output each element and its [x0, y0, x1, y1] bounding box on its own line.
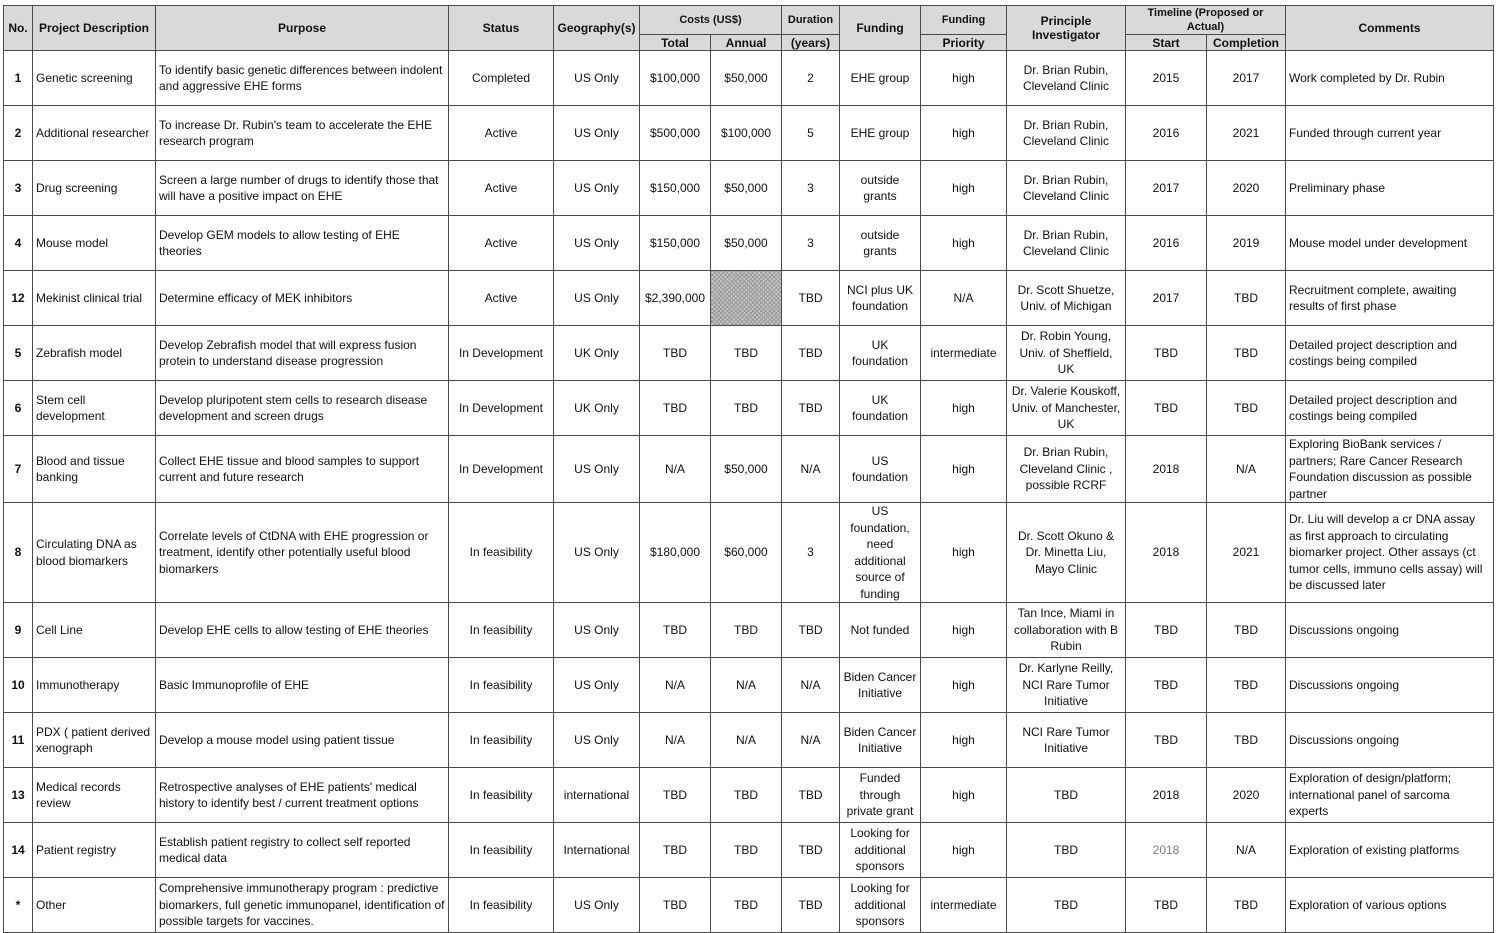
cell-annual-cost: TBD: [711, 381, 782, 436]
cell-purpose: Retrospective analyses of EHE patients' medical history to identify best / current treatment options: [156, 768, 449, 823]
cell-status: In feasibility: [449, 503, 554, 603]
cell-comments: Preliminary phase: [1286, 161, 1494, 216]
cell-project-description: Cell Line: [33, 603, 156, 658]
cell-geography: US Only: [554, 161, 640, 216]
cell-principle-investigator: Dr. Scott Shuetze, Univ. of Michigan: [1007, 271, 1126, 326]
cell-purpose: Establish patient registry to collect self reported medical data: [156, 823, 449, 878]
cell-purpose: Develop a mouse model using patient tissue: [156, 713, 449, 768]
cell-funding: UK foundation: [840, 326, 921, 381]
cell-comments: Exploration of existing platforms: [1286, 823, 1494, 878]
cell-funding: NCI plus UK foundation: [840, 271, 921, 326]
cell-completion: 2020: [1207, 161, 1286, 216]
cell-principle-investigator: Dr. Brian Rubin, Cleveland Clinic: [1007, 216, 1126, 271]
cell-annual-cost: N/A: [711, 713, 782, 768]
spreadsheet: [3, 5, 1494, 933]
cell-start: 2018: [1126, 436, 1207, 503]
cell-duration: TBD: [782, 878, 840, 933]
table-row: [4, 106, 1494, 161]
cell-funding-priority: high: [921, 503, 1007, 603]
cell-comments: Work completed by Dr. Rubin: [1286, 51, 1494, 106]
cell-funding-priority: high: [921, 603, 1007, 658]
cell-total-cost: $2,390,000: [640, 271, 711, 326]
cell-duration: TBD: [782, 823, 840, 878]
table-row: [4, 713, 1494, 768]
cell-purpose: Screen a large number of drugs to identify those that will have a positive impact on EHE: [156, 161, 449, 216]
cell-no: 8: [4, 503, 33, 603]
cell-duration: N/A: [782, 658, 840, 713]
cell-funding-priority: high: [921, 436, 1007, 503]
header-geography: Geography(s): [554, 6, 640, 51]
cell-annual-cost: $50,000: [711, 436, 782, 503]
cell-completion: TBD: [1207, 658, 1286, 713]
cell-status: In Development: [449, 381, 554, 436]
cell-funding: Looking for additional sponsors: [840, 823, 921, 878]
cell-start: TBD: [1126, 878, 1207, 933]
cell-geography: US Only: [554, 106, 640, 161]
cell-geography: International: [554, 823, 640, 878]
cell-status: In Development: [449, 326, 554, 381]
table-row: [4, 51, 1494, 106]
cell-start: 2017: [1126, 161, 1207, 216]
cell-annual-cost: TBD: [711, 603, 782, 658]
table-row: [4, 768, 1494, 823]
header-no: No.: [4, 6, 33, 51]
cell-principle-investigator: Dr. Brian Rubin, Cleveland Clinic , possible RCRF: [1007, 436, 1126, 503]
cell-total-cost: TBD: [640, 823, 711, 878]
cell-no: 6: [4, 381, 33, 436]
cell-funding: EHE group: [840, 51, 921, 106]
cell-comments: Exploring BioBank services / partners; Rare Cancer Research Foundation discussion as possible partner: [1286, 436, 1494, 503]
cell-status: In feasibility: [449, 823, 554, 878]
cell-funding: UK foundation: [840, 381, 921, 436]
cell-funding-priority: high: [921, 161, 1007, 216]
header-duration-bottom: (years): [782, 35, 840, 51]
table-row: [4, 603, 1494, 658]
cell-comments: Exploration of design/platform; international panel of sarcoma experts: [1286, 768, 1494, 823]
cell-purpose: Basic Immunoprofile of EHE: [156, 658, 449, 713]
table-row: [4, 658, 1494, 713]
header-timeline: Timeline (Proposed or Actual): [1126, 6, 1286, 35]
cell-geography: international: [554, 768, 640, 823]
cell-no: 2: [4, 106, 33, 161]
cell-completion: 2020: [1207, 768, 1286, 823]
cell-comments: Mouse model under development: [1286, 216, 1494, 271]
cell-duration: N/A: [782, 713, 840, 768]
cell-status: Active: [449, 106, 554, 161]
cell-project-description: Mekinist clinical trial: [33, 271, 156, 326]
header-costs: Costs (US$): [640, 6, 782, 35]
cell-no: 4: [4, 216, 33, 271]
cell-duration: 3: [782, 161, 840, 216]
cell-annual-cost: N/A: [711, 658, 782, 713]
cell-status: In Development: [449, 436, 554, 503]
cell-annual-cost: TBD: [711, 768, 782, 823]
cell-duration: 3: [782, 216, 840, 271]
cell-project-description: Circulating DNA as blood biomarkers: [33, 503, 156, 603]
cell-principle-investigator: TBD: [1007, 878, 1126, 933]
header-project-description: Project Description: [33, 6, 156, 51]
table-row: [4, 271, 1494, 326]
cell-completion: TBD: [1207, 878, 1286, 933]
cell-start: 2017: [1126, 271, 1207, 326]
project-table: [3, 5, 1494, 933]
cell-project-description: Drug screening: [33, 161, 156, 216]
cell-completion: TBD: [1207, 381, 1286, 436]
cell-funding: Looking for additional sponsors: [840, 878, 921, 933]
cell-total-cost: $100,000: [640, 51, 711, 106]
table-row: [4, 161, 1494, 216]
cell-project-description: Zebrafish model: [33, 326, 156, 381]
cell-total-cost: N/A: [640, 436, 711, 503]
cell-annual-cost: TBD: [711, 878, 782, 933]
header-annual: Annual: [711, 35, 782, 51]
cell-purpose: Develop GEM models to allow testing of EHE theories: [156, 216, 449, 271]
cell-completion: N/A: [1207, 823, 1286, 878]
cell-duration: TBD: [782, 271, 840, 326]
cell-funding: Biden Cancer Initiative: [840, 658, 921, 713]
cell-duration: TBD: [782, 768, 840, 823]
cell-duration: 3: [782, 503, 840, 603]
cell-principle-investigator: Dr. Brian Rubin, Cleveland Clinic: [1007, 161, 1126, 216]
cell-geography: US Only: [554, 51, 640, 106]
cell-duration: TBD: [782, 603, 840, 658]
cell-project-description: PDX ( patient derived xenograph: [33, 713, 156, 768]
cell-project-description: Immunotherapy: [33, 658, 156, 713]
cell-total-cost: TBD: [640, 381, 711, 436]
cell-comments: Detailed project description and costings being compiled: [1286, 326, 1494, 381]
header-status: Status: [449, 6, 554, 51]
cell-duration: TBD: [782, 381, 840, 436]
cell-comments: Discussions ongoing: [1286, 603, 1494, 658]
cell-geography: US Only: [554, 436, 640, 503]
cell-total-cost: N/A: [640, 713, 711, 768]
cell-purpose: To increase Dr. Rubin's team to accelerate the EHE research program: [156, 106, 449, 161]
cell-status: Completed: [449, 51, 554, 106]
cell-annual-cost: TBD: [711, 823, 782, 878]
cell-annual-cost: $100,000: [711, 106, 782, 161]
cell-purpose: Determine efficacy of MEK inhibitors: [156, 271, 449, 326]
cell-duration: N/A: [782, 436, 840, 503]
cell-start: 2018: [1126, 503, 1207, 603]
cell-comments: Detailed project description and costings being compiled: [1286, 381, 1494, 436]
cell-funding-priority: high: [921, 658, 1007, 713]
cell-total-cost: $150,000: [640, 161, 711, 216]
cell-status: Active: [449, 216, 554, 271]
cell-annual-cost: $50,000: [711, 216, 782, 271]
header-purpose: Purpose: [156, 6, 449, 51]
cell-total-cost: TBD: [640, 768, 711, 823]
cell-funding: EHE group: [840, 106, 921, 161]
cell-comments: Discussions ongoing: [1286, 658, 1494, 713]
cell-annual-cost: [711, 271, 782, 326]
cell-total-cost: $500,000: [640, 106, 711, 161]
cell-funding: US foundation: [840, 436, 921, 503]
cell-no: 7: [4, 436, 33, 503]
cell-funding: outside grants: [840, 161, 921, 216]
cell-status: Active: [449, 161, 554, 216]
cell-no: 14: [4, 823, 33, 878]
cell-funding-priority: high: [921, 823, 1007, 878]
cell-start: 2015: [1126, 51, 1207, 106]
cell-principle-investigator: TBD: [1007, 768, 1126, 823]
cell-start: 2018: [1126, 768, 1207, 823]
header-comments: Comments: [1286, 6, 1494, 51]
cell-funding: Funded through private grant: [840, 768, 921, 823]
cell-geography: US Only: [554, 713, 640, 768]
cell-principle-investigator: Dr. Robin Young, Univ. of Sheffield, UK: [1007, 326, 1126, 381]
cell-start: TBD: [1126, 713, 1207, 768]
cell-principle-investigator: Dr. Brian Rubin, Cleveland Clinic: [1007, 106, 1126, 161]
table-row: [4, 878, 1494, 933]
cell-funding: outside grants: [840, 216, 921, 271]
cell-total-cost: $180,000: [640, 503, 711, 603]
cell-principle-investigator: Dr. Karlyne Reilly, NCI Rare Tumor Initiative: [1007, 658, 1126, 713]
table-row: [4, 503, 1494, 603]
header-priority-bottom: Priority: [921, 35, 1007, 51]
cell-funding: Biden Cancer Initiative: [840, 713, 921, 768]
cell-no: 3: [4, 161, 33, 216]
cell-funding-priority: intermediate: [921, 326, 1007, 381]
cell-total-cost: TBD: [640, 878, 711, 933]
cell-completion: 2021: [1207, 106, 1286, 161]
cell-total-cost: $150,000: [640, 216, 711, 271]
cell-funding-priority: high: [921, 51, 1007, 106]
cell-geography: UK Only: [554, 326, 640, 381]
header-funding: Funding: [840, 6, 921, 51]
cell-geography: US Only: [554, 271, 640, 326]
cell-status: In feasibility: [449, 713, 554, 768]
cell-annual-cost: $60,000: [711, 503, 782, 603]
cell-project-description: Additional researcher: [33, 106, 156, 161]
cell-start: 2016: [1126, 106, 1207, 161]
cell-funding-priority: intermediate: [921, 878, 1007, 933]
cell-completion: N/A: [1207, 436, 1286, 503]
header-start: Start: [1126, 35, 1207, 51]
cell-start: TBD: [1126, 658, 1207, 713]
cell-status: In feasibility: [449, 603, 554, 658]
header-priority-top: Funding: [921, 6, 1007, 35]
cell-status: Active: [449, 271, 554, 326]
cell-principle-investigator: Dr. Scott Okuno & Dr. Minetta Liu, Mayo Clinic: [1007, 503, 1126, 603]
cell-funding-priority: high: [921, 768, 1007, 823]
cell-total-cost: N/A: [640, 658, 711, 713]
cell-completion: 2017: [1207, 51, 1286, 106]
cell-comments: Discussions ongoing: [1286, 713, 1494, 768]
cell-no: 9: [4, 603, 33, 658]
cell-no: *: [4, 878, 33, 933]
header-principle-investigator: Principle Investigator: [1007, 6, 1126, 51]
table-row: [4, 216, 1494, 271]
cell-duration: 2: [782, 51, 840, 106]
cell-principle-investigator: Dr. Brian Rubin, Cleveland Clinic: [1007, 51, 1126, 106]
cell-completion: TBD: [1207, 271, 1286, 326]
cell-start: TBD: [1126, 381, 1207, 436]
cell-annual-cost: $50,000: [711, 161, 782, 216]
cell-purpose: Collect EHE tissue and blood samples to support current and future research: [156, 436, 449, 503]
cell-funding: US foundation, need additional source of funding: [840, 503, 921, 603]
cell-principle-investigator: NCI Rare Tumor Initiative: [1007, 713, 1126, 768]
cell-comments: Recruitment complete, awaiting results of first phase: [1286, 271, 1494, 326]
cell-funding-priority: N/A: [921, 271, 1007, 326]
cell-project-description: Genetic screening: [33, 51, 156, 106]
table-row: [4, 381, 1494, 436]
cell-funding-priority: high: [921, 106, 1007, 161]
cell-project-description: Patient registry: [33, 823, 156, 878]
cell-purpose: To identify basic genetic differences between indolent and aggressive EHE forms: [156, 51, 449, 106]
cell-comments: Funded through current year: [1286, 106, 1494, 161]
cell-purpose: Comprehensive immunotherapy program : predictive biomarkers, full genetic immunopanel, identification of possible targets for vaccines.: [156, 878, 449, 933]
cell-geography: US Only: [554, 878, 640, 933]
cell-status: In feasibility: [449, 658, 554, 713]
cell-no: 13: [4, 768, 33, 823]
table-row: [4, 436, 1494, 503]
cell-total-cost: TBD: [640, 326, 711, 381]
cell-purpose: Correlate levels of CtDNA with EHE progression or treatment, identify other potentially useful blood biomarkers: [156, 503, 449, 603]
cell-completion: TBD: [1207, 326, 1286, 381]
cell-no: 10: [4, 658, 33, 713]
cell-completion: 2019: [1207, 216, 1286, 271]
cell-no: 11: [4, 713, 33, 768]
cell-status: In feasibility: [449, 768, 554, 823]
cell-principle-investigator: TBD: [1007, 823, 1126, 878]
cell-start: TBD: [1126, 326, 1207, 381]
cell-funding-priority: high: [921, 713, 1007, 768]
cell-project-description: Other: [33, 878, 156, 933]
cell-project-description: Blood and tissue banking: [33, 436, 156, 503]
cell-purpose: Develop pluripotent stem cells to research disease development and screen drugs: [156, 381, 449, 436]
cell-purpose: Develop Zebrafish model that will express fusion protein to understand disease progression: [156, 326, 449, 381]
cell-total-cost: TBD: [640, 603, 711, 658]
cell-comments: Dr. Liu will develop a cr DNA assay as first approach to circulating biomarker project. Other assays (ct tumor cells, immuno cells assay) will be discussed later: [1286, 503, 1494, 603]
table-row: [4, 326, 1494, 381]
cell-geography: UK Only: [554, 381, 640, 436]
cell-duration: TBD: [782, 326, 840, 381]
cell-purpose: Develop EHE cells to allow testing of EHE theories: [156, 603, 449, 658]
cell-completion: 2021: [1207, 503, 1286, 603]
cell-project-description: Stem cell development: [33, 381, 156, 436]
cell-completion: TBD: [1207, 603, 1286, 658]
cell-start: 2016: [1126, 216, 1207, 271]
cell-funding-priority: high: [921, 216, 1007, 271]
table-row: [4, 823, 1494, 878]
cell-start: TBD: [1126, 603, 1207, 658]
cell-project-description: Medical records review: [33, 768, 156, 823]
cell-start: 2018: [1126, 823, 1207, 878]
cell-geography: US Only: [554, 658, 640, 713]
cell-no: 1: [4, 51, 33, 106]
cell-principle-investigator: Dr. Valerie Kouskoff, Univ. of Manchester, UK: [1007, 381, 1126, 436]
cell-funding-priority: high: [921, 381, 1007, 436]
cell-geography: US Only: [554, 603, 640, 658]
header-duration-top: Duration: [782, 6, 840, 35]
cell-no: 12: [4, 271, 33, 326]
cell-project-description: Mouse model: [33, 216, 156, 271]
cell-comments: Exploration of various options: [1286, 878, 1494, 933]
cell-completion: TBD: [1207, 713, 1286, 768]
cell-funding: Not funded: [840, 603, 921, 658]
header-total: Total: [640, 35, 711, 51]
cell-geography: US Only: [554, 216, 640, 271]
cell-geography: US Only: [554, 503, 640, 603]
cell-annual-cost: $50,000: [711, 51, 782, 106]
cell-principle-investigator: Tan Ince, Miami in collaboration with B Rubin: [1007, 603, 1126, 658]
cell-annual-cost: TBD: [711, 326, 782, 381]
cell-status: In feasibility: [449, 878, 554, 933]
cell-no: 5: [4, 326, 33, 381]
header-completion: Completion: [1207, 35, 1286, 51]
cell-duration: 5: [782, 106, 840, 161]
